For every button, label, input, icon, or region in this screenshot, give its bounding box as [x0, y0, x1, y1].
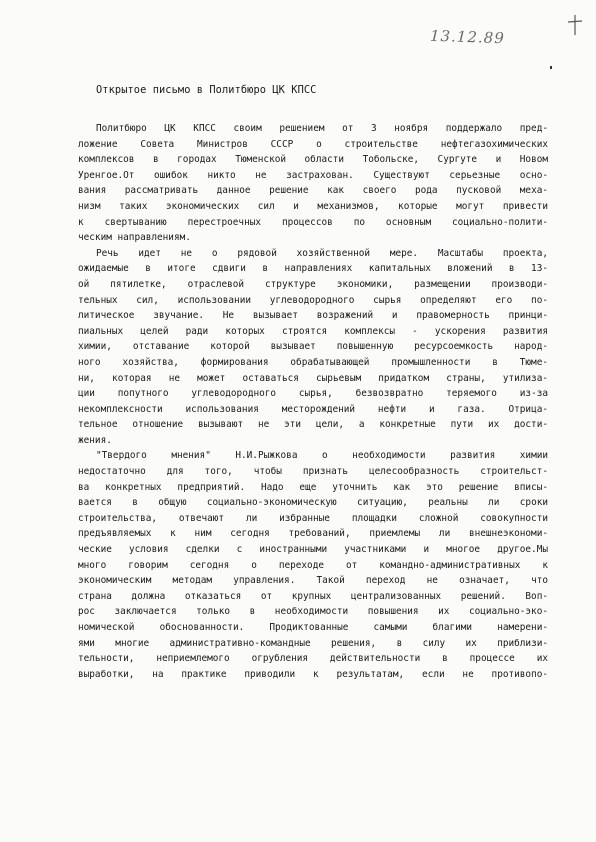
text-line: недостаточно для того, чтобы признать целесообразность строительст-	[78, 466, 548, 478]
text-line: литическое звучание. Не вызывает возражений и правомерность принци-	[78, 310, 548, 322]
text-line: предъявляемых к ним сегодня требований, приемлемы ли внешнеэкономи-	[78, 528, 548, 540]
text-line: ного хозяйства, формирования обрабатывающей промышленности в Тюме-	[78, 356, 548, 368]
text-line: выработки, на практике приводили к результатам, если не противопо-	[78, 668, 548, 680]
text-line: вается в общую социально-экономическую ситуацию, реальны ли сроки	[78, 497, 548, 509]
text-line: низм таких экономических сил и механизмов, которые могут привести	[78, 200, 548, 212]
text-line: рос заключается только в необходимости повышения их социально-эко-	[78, 606, 548, 618]
text-line: ями многие административно-командные решения, в силу их приблизи-	[78, 637, 548, 649]
text-line: "Твердого мнения" Н.И.Рыжкова о необходимости развития химии	[96, 450, 548, 462]
text-line: ой пятилетке, отраслевой структуре экономики, размещении производи-	[78, 278, 548, 290]
text-line: ни, которая не может оставаться сырьевым придатком страны, утилиза-	[78, 372, 548, 384]
letter-body	[78, 121, 548, 682]
text-line: тельное отношение вызывают не эти цели, а конкретные пути их дости-	[78, 419, 548, 431]
text-line: тельности, неприемлемого огрубления действительности в процессе их	[78, 653, 548, 665]
text-line: пиальных целей ради которых строятся комплексы - ускорения развития	[78, 325, 548, 337]
text-line: ческим направлениям.	[78, 232, 191, 244]
text-line: химии, отставание которой вызывает повышенную ресурсоемкость народ-	[78, 341, 548, 353]
text-line: ческие условия сделки с иностранными участниками и многое другое.Мы	[78, 544, 548, 556]
text-line: Уренгое.От ошибок никто не застрахован. Существуют серьезные осно-	[78, 169, 548, 181]
letter-title: Открытое письмо в Политбюро ЦК КПСС	[96, 84, 317, 96]
text-line: жения.	[78, 434, 112, 446]
text-line: ва конкретных предприятий. Надо еще уточнить как это решение вписы-	[78, 481, 548, 493]
text-line: комплексов в городах Тюменской области Тобольске, Сургуте и Новом	[78, 154, 548, 166]
text-line: к свертыванию перестроечных процессов по основным социально-полити-	[78, 216, 548, 228]
text-line: ции попутного углеводородного сырья, безвозвратно теряемого из-за	[78, 388, 548, 400]
handwritten-date-annotation: 13.12.89	[429, 26, 506, 48]
ink-speck	[550, 66, 552, 69]
text-line: ложение Совета Министров СССР о строительстве нефтегазохимических	[78, 138, 548, 150]
text-line: экономическим методам управления. Такой переход не означает, что	[78, 575, 548, 587]
text-line: вания рассматривать данное решение как своего рода пусковой меха-	[78, 185, 548, 197]
text-line: некомплексности использования месторождений нефти и газа. Отрица-	[78, 403, 548, 415]
text-line: Политбюро ЦК КПСС своим решением от 3 ноября поддержало пред-	[96, 123, 548, 134]
text-line: много говорим сегодня о переходе от командно-административных к	[78, 559, 548, 571]
text-line: строительства, отвечают ли избранные площадки сложной совокупности	[78, 512, 548, 524]
text-line: страна должна отказаться от крупных централизованных решений. Воп-	[78, 590, 548, 602]
text-line: тельных сил, использовании углеводородного сырья определяют его по-	[78, 294, 548, 306]
text-line: номической обоснованности. Продиктованные самыми благими намерени-	[78, 622, 548, 633]
corner-pen-mark-icon	[566, 14, 584, 36]
text-line: ожидаемые в итоге сдвиги в направлениях капитальных вложений в 13-	[78, 263, 548, 275]
text-line: Речь идет не о рядовой хозяйственной мере. Масштабы проекта,	[96, 247, 548, 259]
